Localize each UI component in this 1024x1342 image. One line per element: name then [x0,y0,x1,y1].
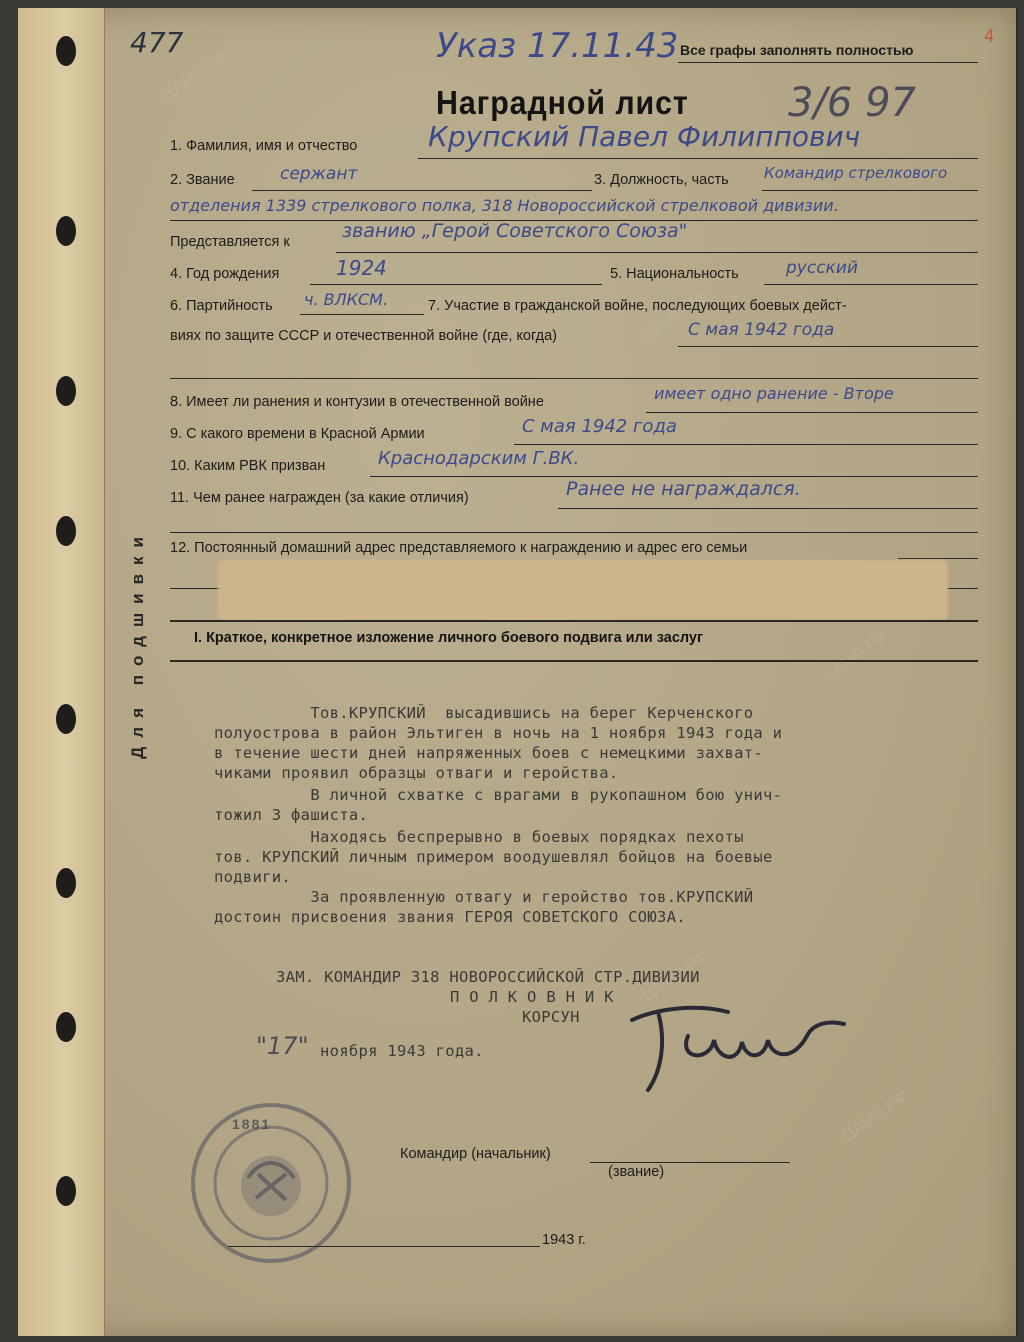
narrative-line: чиками проявил образцы отваги и геройства. [214,764,619,782]
punch-hole [56,376,76,406]
punch-hole [56,516,76,546]
watermark: ЦАМО РФ [819,628,892,686]
narrative-line: подвиги. [214,868,292,886]
punch-hole [56,868,76,898]
field-4-value: 1924 [336,256,387,280]
underline [370,476,978,477]
field-11-label: 11. Чем ранее награжден (за какие отличия) [170,490,469,506]
document-title: Наградной лист [436,84,689,121]
field-7-label: 7. Участие в гражданской войне, последующих боевых дейст- [428,298,847,314]
narrative-line: Тов.КРУПСКИЙ высадившись на берег Керченского [214,704,754,722]
binding-strip [18,8,105,1336]
underline [590,1162,790,1163]
field-4-label: 4. Год рождения [170,266,280,282]
field-2-label: 2. Звание [170,172,235,188]
narrative-line: Находясь беспрерывно в боевых порядках пехоты [214,828,744,846]
stamp-text: 1881 [232,1116,272,1132]
punch-hole [56,216,76,246]
field-8-label: 8. Имеет ли ранения и контузии в отечественной войне [170,394,544,410]
field-12-label: 12. Постоянный домашний адрес представляемого к награждению и адрес его семьи [170,540,748,556]
field-1-label: 1. Фамилия, имя и отчество [170,138,358,154]
punch-hole [56,36,76,66]
field-2-value: сержант [280,164,358,184]
signer-rank: П О Л К О В Н И К [450,988,614,1006]
field-6-value: ч. ВЛКСМ. [304,290,389,309]
field-3-label: 3. Должность, часть [594,172,729,188]
field-9-value: С мая 1942 года [522,416,677,437]
redacted-address [218,560,948,620]
underline [678,346,978,347]
commander-label: Командир (начальник) [400,1146,551,1162]
underline [418,158,978,159]
underline [514,444,978,445]
section-rule [170,660,978,662]
underline [310,284,602,285]
narrative-line: тов. КРУПСКИЙ личным примером воодушевлял бойцов на боевые [214,848,773,866]
field-3-value-cont: отделения 1339 стрелкового полка, 318 Новороссийской стрелковой дивизии. [170,196,839,215]
signer-name: КОРСУН [522,1008,580,1026]
field-5-value: русский [786,258,858,278]
binding-label: Для подшивки [128,528,147,759]
field-10-label: 10. Каким РВК призван [170,458,326,474]
underline [252,190,592,191]
decree-note: Указ 17.11.43 [436,26,679,66]
field-10-value: Краснодарским Г.ВК. [378,448,580,469]
underline [764,284,978,285]
watermark: ЦАМО РФ [639,948,712,1006]
narrative-line: достоин присвоения звания ГЕРОЯ СОВЕТСКОГО СОЮЗА. [214,908,686,926]
watermark: ЦАМО РФ [639,288,712,346]
underline [170,532,978,533]
date-day: "17" [256,1032,309,1060]
underline [170,378,978,379]
punch-hole [56,704,76,734]
narrative-line: тожил 3 фашиста. [214,806,369,824]
underline [228,1246,540,1247]
underline [898,558,978,559]
document-number: 3/6 97 [788,80,916,126]
corner-mark: 4 [984,26,995,46]
watermark: ЦАМО РФ [839,1088,912,1146]
signature [618,990,858,1100]
underline [300,314,424,315]
field-7-value: С мая 1942 года [688,320,835,340]
page-number: 477 [130,26,184,59]
watermark: ЦАМО РФ [159,48,232,106]
presented-value: званию „Герой Советского Союза" [342,220,688,242]
narrative-line: полуострова в район Эльтиген в ночь на 1 ноября 1943 года и [214,724,783,742]
field-8-value: имеет одно ранение - Вторе [654,384,894,403]
narrative-line: За проявленную отвагу и геройство тов.КРУПСКИЙ [214,888,754,906]
year-label: 1943 г. [542,1232,586,1248]
field-5-label: 5. Национальность [610,266,739,282]
date-rest: ноября 1943 года. [320,1042,484,1060]
document-page [18,8,1018,1336]
underline [336,252,978,253]
field-11-value: Ранее не награждался. [566,478,801,500]
field-9-label: 9. С какого времени в Красной Армии [170,426,425,442]
section-title: I. Краткое, конкретное изложение личного боевого подвига или заслуг [194,630,704,646]
field-7-label-cont: виях по защите СССР и отечественной войне (где, когда) [170,328,557,344]
section-rule [170,620,978,622]
fill-instruction: Все графы заполнять полностью [680,42,914,58]
underline [558,508,978,509]
underline [678,62,978,63]
presented-label: Представляется к [170,234,290,250]
punch-hole [56,1012,76,1042]
underline [762,190,978,191]
narrative-line: в течение шести дней напряженных боев с немецкими захват- [214,744,764,762]
field-3-value: Командир стрелкового [764,164,948,182]
field-1-value: Крупский Павел Филиппович [428,120,861,153]
field-6-label: 6. Партийность [170,298,273,314]
punch-hole [56,1176,76,1206]
underline [646,412,978,413]
narrative-line: В личной схватке с врагами в рукопашном бою унич- [214,786,783,804]
signer-title: ЗАМ. КОМАНДИР 318 НОВОРОССИЙСКОЙ СТР.ДИВИЗИИ [276,968,700,986]
rank-label: (звание) [608,1164,665,1180]
